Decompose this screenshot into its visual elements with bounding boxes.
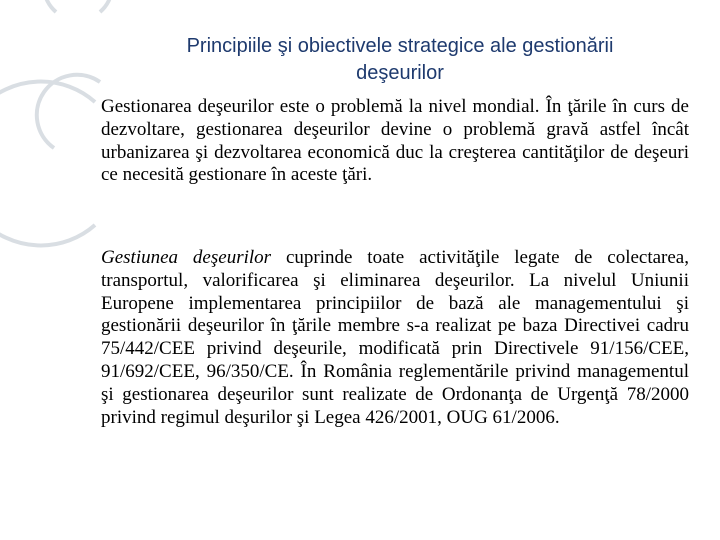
decor-arc-large: [0, 81, 95, 245]
paragraph-emphasis: Gestiunea deşeurilor: [101, 247, 272, 268]
title-line-1: Principiile şi obiectivele strategice ale gestionării: [186, 35, 614, 57]
decor-arc-top: [44, 0, 112, 12]
paragraph-waste-management-definition: [101, 247, 689, 429]
paragraph-waste-management-global: Gestionarea deşeurilor este o problemă la nivel mondial. În ţările în curs de dezvoltare, gestionarea deşeurilor devine o problemă gravă astfel încât urbanizarea şi dezvoltarea economică duc la creşterea cantităţilor de deşeuri ce necesită gestionare în aceste ţări.: [101, 96, 689, 186]
paragraph-body: cuprinde toate activităţile legate de colectarea, transportul, valorificarea şi eliminarea deşeurilor. La nivelul Uniunii Europene implementarea principiilor de bază ale managementului şi gestionării deşeurilor în ţările membre s-a realizat pe baza Directivei cadru 75/442/CEE privind deşeurile, modificată prin Directivele 91/156/CEE, 91/692/CEE, 96/350/CE. În România reglementările privind managementul şi gestionarea deşeurilor sunt realizate de Ordonanţa de Urgenţă 78/2000 privind regimul deşurilor şi Legea 426/2001, OUG 61/2006.: [101, 247, 689, 428]
title-line-2: deşeurilor: [356, 62, 444, 84]
slide-title: [110, 33, 690, 87]
